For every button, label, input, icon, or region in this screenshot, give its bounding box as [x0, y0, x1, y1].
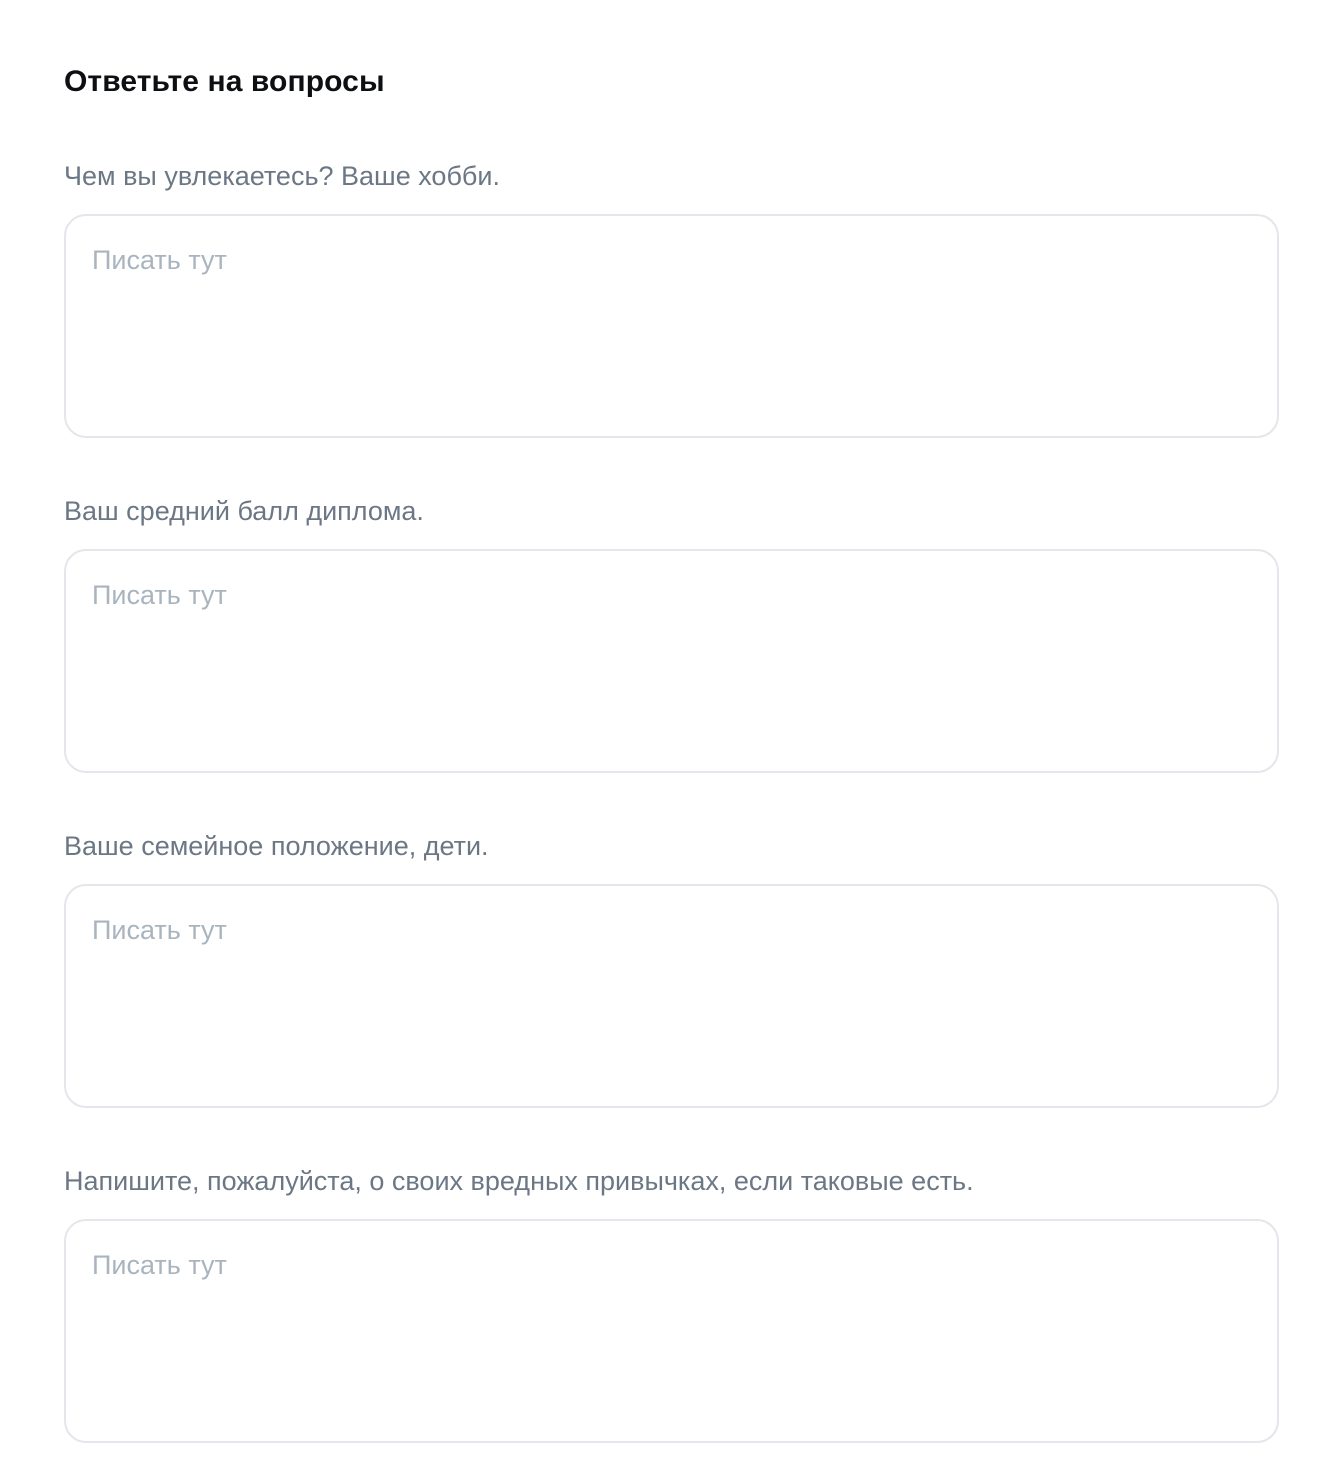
answer-field-diploma-grade[interactable]: [64, 549, 1279, 773]
question-family-status: [64, 826, 1279, 1108]
question-hobby: [64, 156, 1279, 438]
question-label-family-status: Ваше семейное положение, дети.: [64, 831, 489, 861]
question-label-diploma-grade: Ваш средний балл диплома.: [64, 496, 424, 526]
question-label-hobby: Чем вы увлекаетесь? Ваше хобби.: [64, 161, 500, 191]
answer-field-hobby[interactable]: [64, 214, 1279, 438]
page-title: Ответьте на вопросы: [64, 65, 385, 98]
answer-field-bad-habits[interactable]: [64, 1219, 1279, 1443]
answer-field-family-status[interactable]: [64, 884, 1279, 1108]
question-bad-habits: [64, 1161, 1279, 1443]
question-label-bad-habits: Напишите, пожалуйста, о своих вредных привычках, если таковые есть.: [64, 1166, 974, 1196]
question-diploma-grade: [64, 491, 1279, 773]
